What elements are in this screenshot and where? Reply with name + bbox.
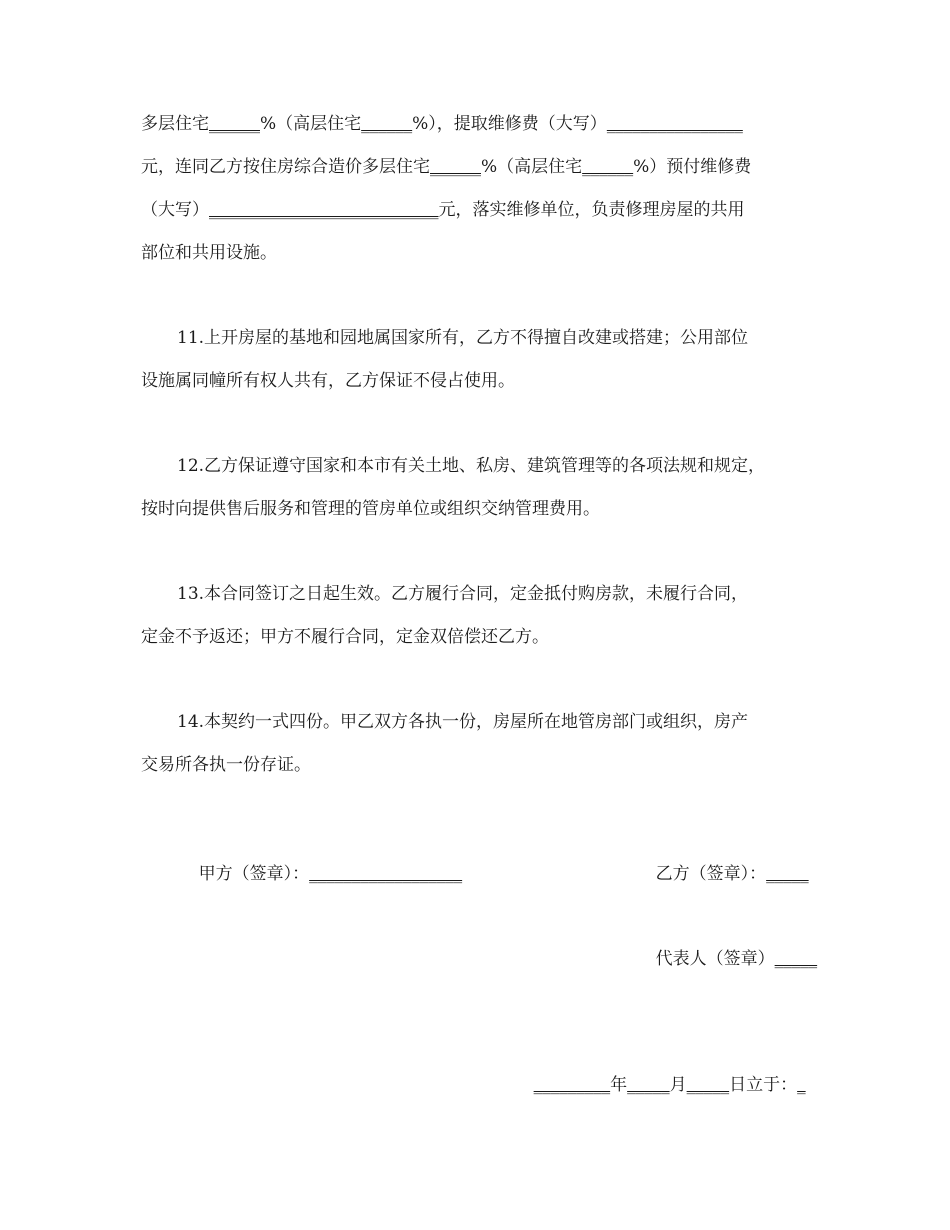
month-blank: _____ bbox=[627, 1075, 670, 1095]
year-blank: _________ bbox=[533, 1075, 611, 1095]
clause-12-line-2: 按时向提供售后服务和管理的管房单位或组织交纳管理费用。 bbox=[141, 499, 600, 519]
amount-blank: ________________ bbox=[606, 114, 743, 134]
percent-blank: ______ bbox=[582, 157, 634, 177]
day-blank: _____ bbox=[686, 1075, 730, 1095]
amount-blank: ___________________________ bbox=[209, 200, 439, 220]
clause-10-line-4: 部位和共用设施。 bbox=[141, 243, 277, 263]
place-blank: _ bbox=[797, 1075, 806, 1095]
clause-12-line-1: 12.乙方保证遵守国家和本市有关土地、私房、建筑管理等的各项法规和规定， bbox=[177, 456, 766, 476]
clause-13-line-1: 13.本合同签订之日起生效。乙方履行合同，定金抵付购房款，未履行合同， bbox=[177, 584, 749, 604]
clause-11-line-2: 设施属同幢所有权人共有，乙方保证不侵占使用。 bbox=[141, 371, 515, 391]
party-a-blank: __________________ bbox=[309, 864, 463, 884]
representative-signature: 代表人（签章）_____ bbox=[655, 949, 818, 969]
percent-blank: ______ bbox=[209, 114, 260, 134]
party-b-blank: _____ bbox=[766, 864, 809, 884]
representative-blank: _____ bbox=[774, 949, 818, 969]
clause-13-line-2: 定金不予返还；甲方不履行合同，定金双倍偿还乙方。 bbox=[141, 627, 549, 647]
clause-10-line-3: （大写）___________________________元，落实维修单位，负责修理房屋的共用 bbox=[141, 200, 745, 220]
party-a-signature: 甲方（签章）：__________________ bbox=[198, 864, 463, 884]
party-b-signature: 乙方（签章）：_____ bbox=[655, 864, 809, 884]
clause-11-line-1: 11.上开房屋的基地和园地属国家所有，乙方不得擅自改建或搭建；公用部位 bbox=[177, 328, 749, 348]
clause-10-line-1: 多层住宅______%（高层住宅______%），提取维修费（大写）________________ bbox=[141, 114, 743, 134]
date-line: _________年_____月_____日立于：_ bbox=[533, 1075, 806, 1095]
percent-blank: ______ bbox=[430, 157, 481, 177]
percent-blank: ______ bbox=[361, 114, 413, 134]
clause-14-line-1: 14.本契约一式四份。甲乙双方各执一份，房屋所在地管房部门或组织，房产 bbox=[177, 712, 749, 732]
clause-14-line-2: 交易所各执一份存证。 bbox=[141, 755, 311, 775]
clause-10-line-2: 元，连同乙方按住房综合造价多层住宅______%（高层住宅______%）预付维修费 bbox=[141, 157, 752, 177]
